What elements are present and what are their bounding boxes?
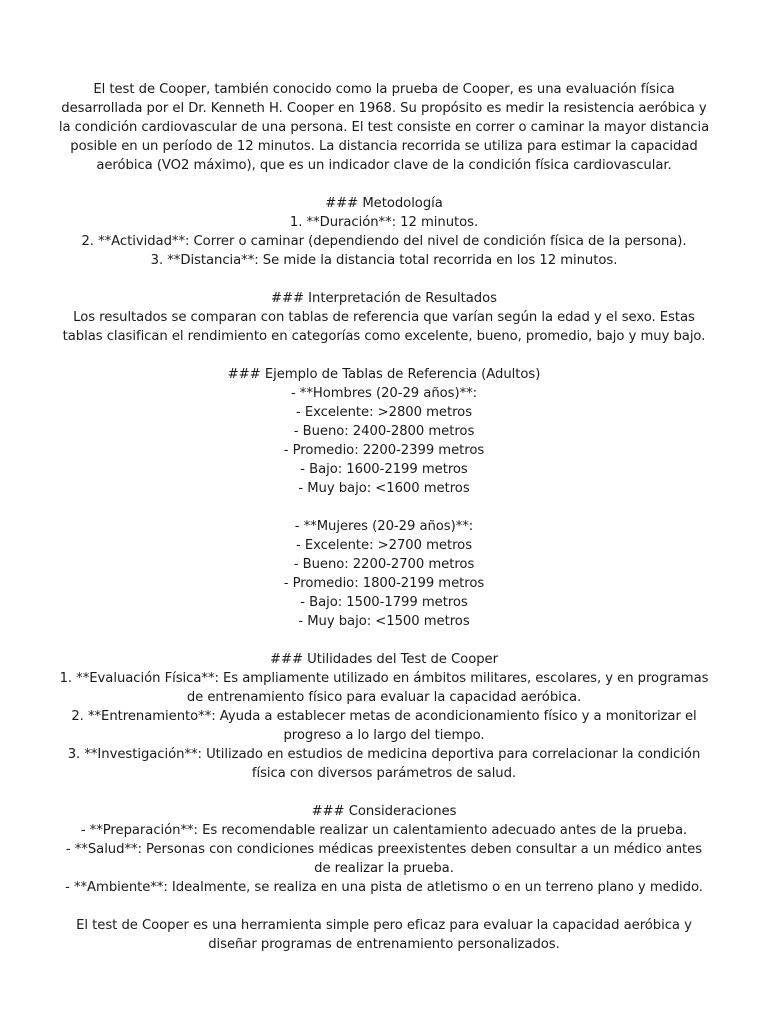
- paragraph-line: tablas clasifican el rendimiento en categorías como excelente, bueno, promedio, bajo y muy bajo.: [62, 329, 706, 344]
- metodologia-section: [46, 194, 722, 270]
- consideraciones-section: [46, 802, 722, 897]
- list-item: - Promedio: 1800-2199 metros: [283, 576, 485, 591]
- spacer: [46, 783, 722, 802]
- list-item: - **Ambiente**: Idealmente, se realiza en una pista de atletismo o en un terreno plano y medido.: [65, 880, 703, 895]
- list-item: - **Mujeres (20-29 años)**:: [294, 519, 474, 534]
- list-item: - Promedio: 2200-2399 metros: [283, 443, 485, 458]
- list-item: progreso a lo largo del tiempo.: [283, 728, 485, 743]
- conclusion-paragraph: [46, 916, 722, 954]
- list-item: - **Hombres (20-29 años)**:: [290, 386, 478, 401]
- spacer: [46, 270, 722, 289]
- list-item: de entrenamiento físico para evaluar la capacidad aeróbica.: [186, 690, 582, 705]
- utilidades-section: [46, 650, 722, 783]
- list-item: - Bajo: 1500-1799 metros: [300, 595, 468, 610]
- list-item: - Bajo: 1600-2199 metros: [300, 462, 468, 477]
- section-heading: ### Utilidades del Test de Cooper: [270, 652, 498, 667]
- section-heading: ### Ejemplo de Tablas de Referencia (Adultos): [227, 367, 541, 382]
- list-item: de realizar la prueba.: [314, 861, 454, 876]
- section-heading: ### Metodología: [325, 196, 443, 211]
- spacer: [46, 897, 722, 916]
- intro-line: desarrollada por el Dr. Kenneth H. Cooper en 1968. Su propósito es medir la resistencia aeróbica y: [61, 101, 707, 116]
- list-item: - **Preparación**: Es recomendable realizar un calentamiento adecuado antes de la prueba.: [80, 823, 688, 838]
- list-item: 3. **Distancia**: Se mide la distancia total recorrida en los 12 minutos.: [150, 253, 618, 268]
- list-item: 3. **Investigación**: Utilizado en estudios de medicina deportiva para correlacionar la condición: [67, 747, 701, 762]
- list-item: - **Salud**: Personas con condiciones médicas preexistentes deben consultar a un médico antes: [65, 842, 703, 857]
- paragraph-line: Los resultados se comparan con tablas de referencia que varían según la edad y el sexo. Estas: [73, 310, 695, 325]
- list-item: - Muy bajo: <1600 metros: [298, 481, 470, 496]
- list-item: 1. **Evaluación Física**: Es ampliamente utilizado en ámbitos militares, escolares, y en programas: [59, 671, 709, 686]
- paragraph-line: diseñar programas de entrenamiento personalizados.: [208, 937, 560, 952]
- list-item: - Bueno: 2200-2700 metros: [293, 557, 475, 572]
- section-heading: ### Consideraciones: [311, 804, 457, 819]
- intro-line: la condición cardiovascular de una persona. El test consiste en correr o caminar la mayor distancia: [58, 120, 710, 135]
- spacer: [46, 498, 722, 517]
- section-heading: ### Interpretación de Resultados: [271, 291, 497, 306]
- spacer: [46, 346, 722, 365]
- tablas-section: [46, 365, 722, 498]
- interpretacion-section: [46, 289, 722, 346]
- list-item: física con diversos parámetros de salud.: [251, 766, 517, 781]
- intro-paragraph: [46, 80, 722, 175]
- list-item: 2. **Actividad**: Correr o caminar (dependiendo del nivel de condición física de la persona).: [81, 234, 687, 249]
- list-item: 1. **Duración**: 12 minutos.: [289, 215, 479, 230]
- spacer: [46, 631, 722, 650]
- paragraph-line: El test de Cooper es una herramienta simple pero eficaz para evaluar la capacidad aeróbica y: [76, 918, 692, 933]
- intro-line: aeróbica (VO2 máximo), que es un indicador clave de la condición física cardiovascular.: [96, 158, 672, 173]
- list-item: - Muy bajo: <1500 metros: [298, 614, 470, 629]
- list-item: - Excelente: >2700 metros: [295, 538, 473, 553]
- mujeres-section: [46, 517, 722, 631]
- list-item: - Excelente: >2800 metros: [295, 405, 473, 420]
- spacer: [46, 175, 722, 194]
- list-item: - Bueno: 2400-2800 metros: [293, 424, 475, 439]
- list-item: 2. **Entrenamiento**: Ayuda a establecer metas de acondicionamiento físico y a monitorizar el: [71, 709, 697, 724]
- intro-line: posible en un período de 12 minutos. La distancia recorrida se utiliza para estimar la capacidad: [70, 139, 698, 154]
- document-body: [46, 80, 722, 954]
- intro-line: El test de Cooper, también conocido como la prueba de Cooper, es una evaluación física: [93, 82, 675, 97]
